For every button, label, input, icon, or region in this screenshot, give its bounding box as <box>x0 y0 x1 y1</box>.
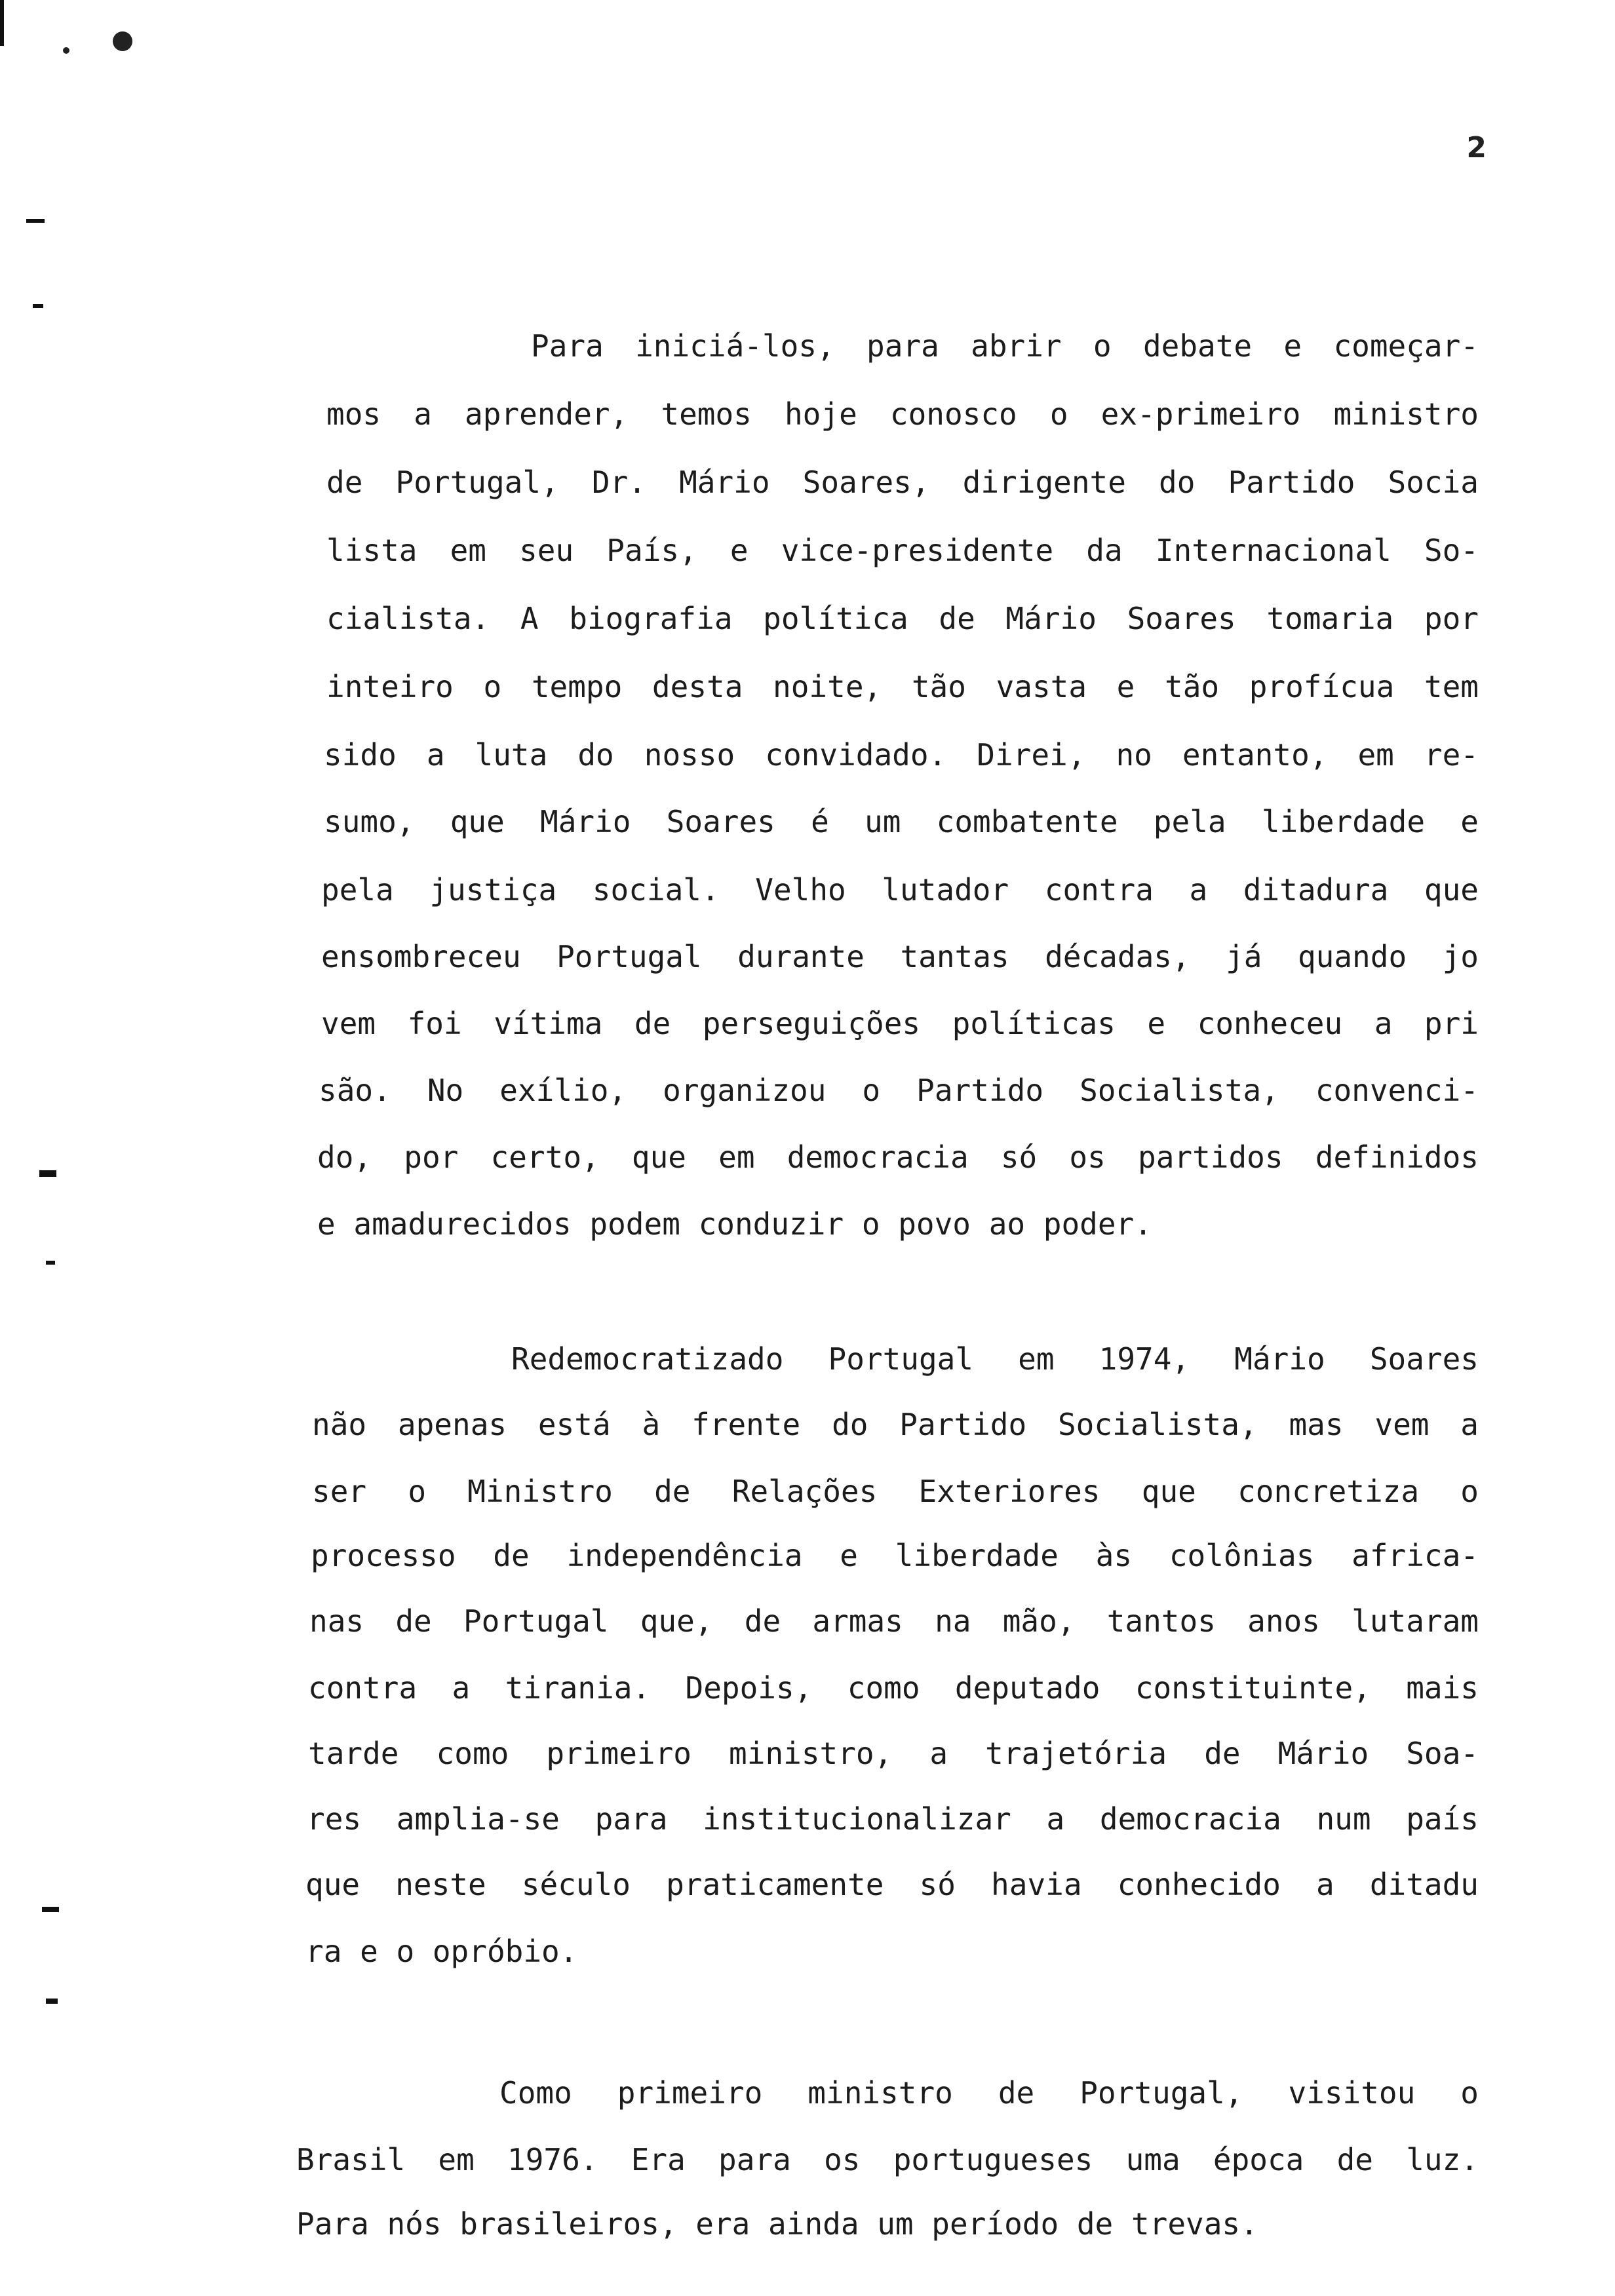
text-line: são. No exílio, organizou o Partido Socialista, convenci- <box>319 1073 1479 1108</box>
text-line: ensombreceu Portugal durante tantas décadas, já quando jo <box>321 939 1479 974</box>
text-line: lista em seu País, e vice-presidente da Internacional So- <box>326 533 1479 568</box>
margin-mark <box>33 304 43 308</box>
text-line: do, por certo, que em democracia só os partidos definidos <box>317 1139 1479 1175</box>
margin-mark <box>42 1907 59 1912</box>
text-line: vem foi vítima de perseguições políticas e conheceu a pri <box>321 1006 1479 1041</box>
text-line: Como primeiro ministro de Portugal, visitou o <box>499 2075 1479 2111</box>
text-line: Para iniciá-los, para abrir o debate e começar- <box>531 328 1479 364</box>
text-line: contra a tirania. Depois, como deputado constituinte, mais <box>308 1670 1479 1706</box>
text-line: Redemocratizado Portugal em 1974, Mário Soares <box>511 1341 1479 1377</box>
ink-blot <box>113 31 132 51</box>
text-line: de Portugal, Dr. Mário Soares, dirigente do Partido Socia <box>326 465 1479 500</box>
text-line: sido a luta do nosso convidado. Direi, no entanto, em re- <box>324 737 1479 773</box>
margin-mark <box>39 1170 56 1177</box>
text-line: res amplia-se para institucionalizar a democracia num país <box>307 1801 1479 1837</box>
text-line: nas de Portugal que, de armas na mão, tantos anos lutaram <box>309 1603 1479 1639</box>
text-line: e amadurecidos podem conduzir o povo ao poder. <box>317 1206 1152 1242</box>
text-line: não apenas está à frente do Partido Socialista, mas vem a <box>312 1407 1479 1442</box>
text-line: processo de independência e liberdade às colônias africa- <box>311 1538 1479 1573</box>
margin-mark <box>46 1999 58 2004</box>
margin-mark <box>46 1261 55 1265</box>
page-edge-mark <box>0 0 4 46</box>
text-line: sumo, que Mário Soares é um combatente pela liberdade e <box>324 804 1479 839</box>
ink-speck <box>63 47 69 54</box>
text-line: mos a aprender, temos hoje conosco o ex-primeiro ministro <box>326 396 1479 432</box>
text-line: Brasil em 1976. Era para os portugueses uma época de luz. <box>296 2142 1479 2177</box>
text-line: tarde como primeiro ministro, a trajetória de Mário Soa- <box>308 1736 1479 1771</box>
text-line: ra e o opróbio. <box>305 1934 578 1969</box>
margin-mark <box>26 219 45 223</box>
page-number: 2 <box>1466 131 1487 164</box>
text-line: pela justiça social. Velho lutador contra a ditadura que <box>321 872 1479 908</box>
text-line: inteiro o tempo desta noite, tão vasta e tão profícua tem <box>326 669 1479 704</box>
text-line: ser o Ministro de Relações Exteriores que concretiza o <box>312 1474 1479 1509</box>
text-line: que neste século praticamente só havia conhecido a ditadu <box>305 1867 1479 1902</box>
text-line: Para nós brasileiros, era ainda um período de trevas. <box>296 2206 1258 2242</box>
text-line: cialista. A biografia política de Mário Soares tomaria por <box>326 601 1479 636</box>
